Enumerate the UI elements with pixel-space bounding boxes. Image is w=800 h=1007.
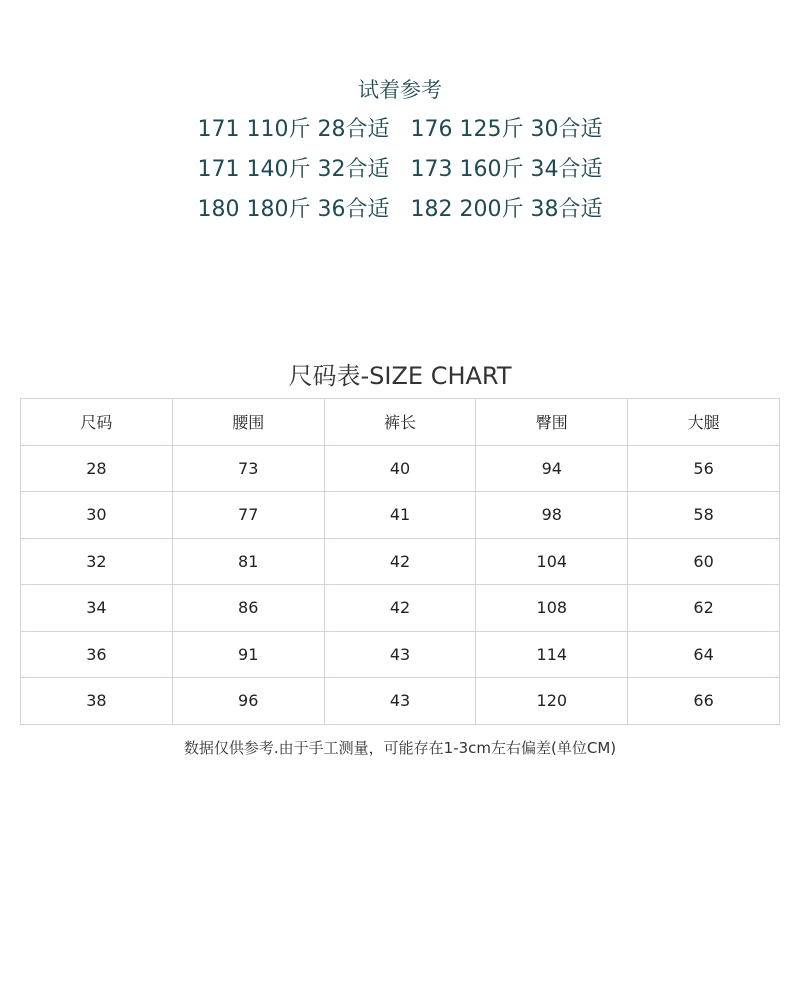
cell-length: 40: [324, 445, 476, 492]
table-row: [21, 678, 780, 725]
fit-reference-row: 171 140斤 32合适 173 160斤 34合适: [197, 157, 603, 182]
cell-length: 43: [324, 631, 476, 678]
measurement-note: 数据仅供参考.由于手工测量，可能存在1-3cm左右偏差(单位CM): [183, 739, 617, 757]
cell-size: 32: [21, 538, 173, 585]
size-chart-header-row: [21, 399, 780, 446]
cell-size: 34: [21, 585, 173, 632]
size-chart-table: [20, 398, 780, 725]
cell-hip: 120: [476, 678, 628, 725]
cell-waist: 81: [172, 538, 324, 585]
cell-thigh: 60: [628, 538, 780, 585]
cell-hip: 108: [476, 585, 628, 632]
cell-size: 28: [21, 445, 173, 492]
header-waist: 腰围: [172, 399, 324, 446]
cell-size: 36: [21, 631, 173, 678]
cell-length: 42: [324, 538, 476, 585]
cell-waist: 73: [172, 445, 324, 492]
cell-thigh: 58: [628, 492, 780, 539]
cell-waist: 96: [172, 678, 324, 725]
cell-hip: 114: [476, 631, 628, 678]
header-thigh: 大腿: [628, 399, 780, 446]
table-row: [21, 492, 780, 539]
table-row: [21, 538, 780, 585]
cell-thigh: 64: [628, 631, 780, 678]
cell-thigh: 62: [628, 585, 780, 632]
cell-hip: 94: [476, 445, 628, 492]
cell-hip: 98: [476, 492, 628, 539]
header-hip: 臀围: [476, 399, 628, 446]
header-length: 裤长: [324, 399, 476, 446]
table-row: [21, 631, 780, 678]
cell-size: 30: [21, 492, 173, 539]
cell-length: 42: [324, 585, 476, 632]
cell-length: 41: [324, 492, 476, 539]
cell-waist: 77: [172, 492, 324, 539]
table-row: [21, 445, 780, 492]
fit-reference-row: 171 110斤 28合适 176 125斤 30合适: [197, 117, 603, 142]
cell-waist: 86: [172, 585, 324, 632]
size-chart-title: 尺码表-SIZE CHART: [288, 362, 512, 390]
cell-hip: 104: [476, 538, 628, 585]
cell-thigh: 56: [628, 445, 780, 492]
fit-reference-title: 试着参考: [358, 78, 442, 102]
header-size: 尺码: [21, 399, 173, 446]
fit-reference-section: [0, 70, 800, 230]
cell-waist: 91: [172, 631, 324, 678]
cell-length: 43: [324, 678, 476, 725]
cell-thigh: 66: [628, 678, 780, 725]
table-row: [21, 585, 780, 632]
fit-reference-row: 180 180斤 36合适 182 200斤 38合适: [197, 197, 603, 222]
cell-size: 38: [21, 678, 173, 725]
